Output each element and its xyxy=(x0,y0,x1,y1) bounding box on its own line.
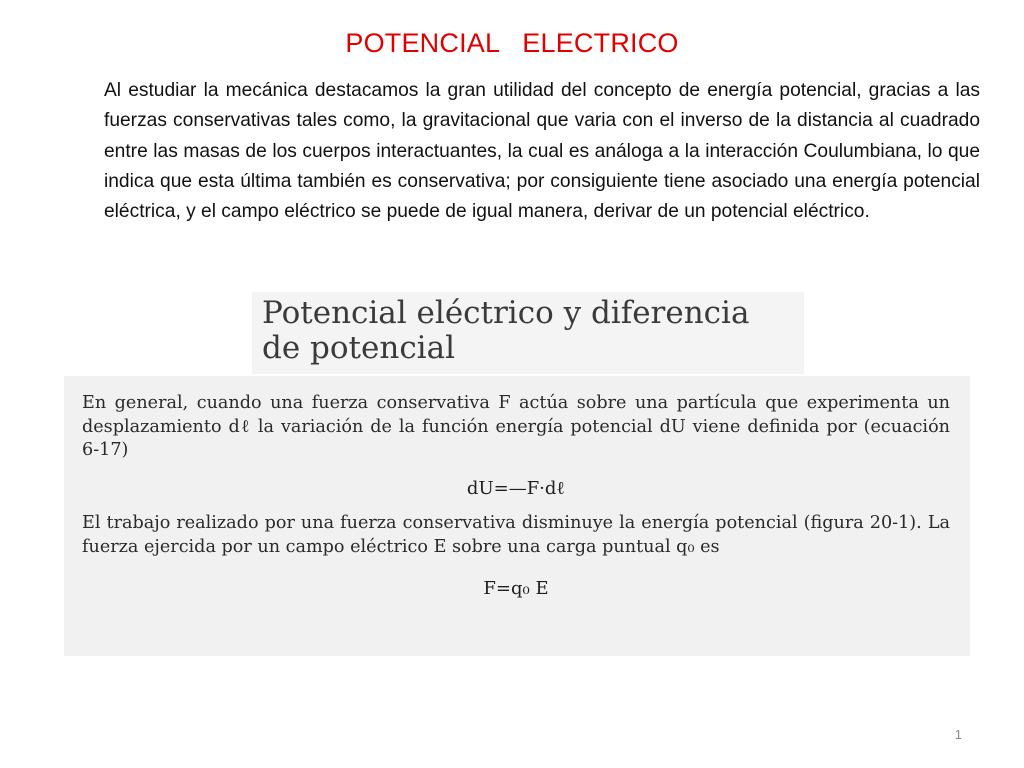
page-number: 1 xyxy=(954,727,962,742)
scanned-textbook-excerpt xyxy=(64,376,970,656)
scanned-paragraph-1: En general, cuando una fuerza conservativa F actúa sobre una partícula que experimenta un desplazamiento dℓ la variación de la función energía potencial dU viene definida por (ecuación 6-17) xyxy=(82,393,950,460)
scanned-paragraph-2: El trabajo realizado por una fuerza conservativa disminuye la energía potencial (figura 20-1). La fuerza ejercida por un campo eléctrico E sobre una carga puntual q₀ es xyxy=(82,513,950,557)
scanned-heading-line-1: Potencial eléctrico y diferencia xyxy=(262,295,750,331)
scanned-section-heading xyxy=(252,292,804,374)
equation-potential-energy: dU=—F·dℓ xyxy=(466,477,566,499)
equation-electric-force: F=q₀ E xyxy=(483,578,549,599)
slide-title: POTENCIAL ELECTRICO xyxy=(345,28,679,58)
intro-paragraph: Al estudiar la mecánica destacamos la gran utilidad del concepto de energía potencial, gracias a las fuerzas conservativas tales como, la gravitacional que varia con el inverso de la distancia al cuadrado entre las masas de los cuerpos interactuantes, la cual es análoga a la interacción Coulumbiana, lo que indica que esta última también es conservativa; por consiguiente tiene asociado una energía potencial eléctrica, y el campo eléctrico se puede de igual manera, derivar de un potencial eléctrico. xyxy=(104,80,980,223)
scanned-heading-line-2: de potencial xyxy=(262,330,455,366)
